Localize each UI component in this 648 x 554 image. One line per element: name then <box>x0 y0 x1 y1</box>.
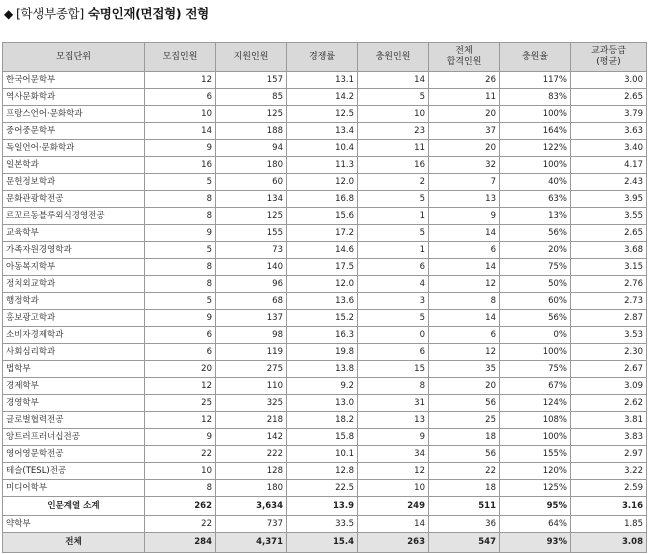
cell-recruit: 10 <box>145 106 216 123</box>
cell-competition: 10.1 <box>287 446 358 463</box>
column-header-applicants: 지원인원 <box>216 43 287 72</box>
cell-applicants: 96 <box>216 276 287 293</box>
cell-competition: 13.4 <box>287 123 358 140</box>
cell-grade-avg: 3.09 <box>571 378 647 395</box>
cell-additional: 4 <box>358 276 429 293</box>
cell-additional-rate: 75% <box>500 259 571 276</box>
cell-grade-avg: 3.15 <box>571 259 647 276</box>
table-row <box>3 242 647 259</box>
cell-applicants: 125 <box>216 106 287 123</box>
cell-grade-avg: 2.87 <box>571 310 647 327</box>
cell-applicants: 3,634 <box>216 497 287 516</box>
cell-additional-rate: 100% <box>500 344 571 361</box>
cell-unit: 가족자원경영학과 <box>3 242 145 259</box>
cell-unit: 일본학과 <box>3 157 145 174</box>
cell-additional-rate: 60% <box>500 293 571 310</box>
table-row <box>3 157 647 174</box>
table-row <box>3 72 647 89</box>
cell-total-admitted: 547 <box>429 533 500 553</box>
diamond-bullet-icon: ◆ <box>4 7 13 21</box>
cell-grade-avg: 3.55 <box>571 208 647 225</box>
cell-unit: 중어중문학부 <box>3 123 145 140</box>
cell-additional-rate: 155% <box>500 446 571 463</box>
cell-recruit: 5 <box>145 242 216 259</box>
column-header-grade-avg: 교과등급 (평균) <box>571 43 647 72</box>
admission-results-table <box>2 42 647 553</box>
column-header-total-admitted: 전체 합격인원 <box>429 43 500 72</box>
cell-competition: 16.3 <box>287 327 358 344</box>
cell-grade-avg: 2.76 <box>571 276 647 293</box>
cell-additional: 2 <box>358 174 429 191</box>
cell-applicants: 125 <box>216 208 287 225</box>
total-row <box>3 533 647 553</box>
cell-grade-avg: 3.83 <box>571 429 647 446</box>
cell-unit: 소비자경제학과 <box>3 327 145 344</box>
cell-applicants: 218 <box>216 412 287 429</box>
cell-additional-rate: 64% <box>500 516 571 533</box>
cell-unit: 미디어학부 <box>3 480 145 497</box>
cell-applicants: 157 <box>216 72 287 89</box>
cell-recruit: 12 <box>145 378 216 395</box>
table-row <box>3 174 647 191</box>
cell-total-admitted: 26 <box>429 72 500 89</box>
cell-total-admitted: 12 <box>429 344 500 361</box>
table-row <box>3 395 647 412</box>
cell-competition: 15.8 <box>287 429 358 446</box>
cell-total-admitted: 12 <box>429 276 500 293</box>
cell-additional: 1 <box>358 242 429 259</box>
cell-additional: 16 <box>358 157 429 174</box>
cell-unit: 아동복지학부 <box>3 259 145 276</box>
cell-recruit: 16 <box>145 157 216 174</box>
cell-grade-avg: 3.68 <box>571 242 647 259</box>
cell-applicants: 128 <box>216 463 287 480</box>
cell-additional-rate: 67% <box>500 378 571 395</box>
table-row <box>3 225 647 242</box>
cell-applicants: 188 <box>216 123 287 140</box>
cell-competition: 15.2 <box>287 310 358 327</box>
cell-competition: 11.3 <box>287 157 358 174</box>
cell-recruit: 14 <box>145 123 216 140</box>
cell-recruit: 12 <box>145 72 216 89</box>
cell-additional-rate: 56% <box>500 310 571 327</box>
cell-additional-rate: 75% <box>500 361 571 378</box>
cell-additional: 3 <box>358 293 429 310</box>
cell-applicants: 180 <box>216 480 287 497</box>
cell-grade-avg: 3.81 <box>571 412 647 429</box>
cell-total-admitted: 6 <box>429 327 500 344</box>
cell-total-admitted: 6 <box>429 242 500 259</box>
cell-applicants: 98 <box>216 327 287 344</box>
cell-recruit: 5 <box>145 293 216 310</box>
cell-unit: 테슬(TESL)전공 <box>3 463 145 480</box>
cell-additional: 14 <box>358 72 429 89</box>
cell-unit: 교육학부 <box>3 225 145 242</box>
cell-additional: 5 <box>358 310 429 327</box>
table-row <box>3 259 647 276</box>
cell-recruit: 8 <box>145 259 216 276</box>
cell-total-admitted: 8 <box>429 293 500 310</box>
cell-additional-rate: 93% <box>500 533 571 553</box>
cell-total-admitted: 56 <box>429 395 500 412</box>
cell-recruit: 6 <box>145 89 216 106</box>
cell-additional: 34 <box>358 446 429 463</box>
cell-additional: 10 <box>358 480 429 497</box>
cell-applicants: 180 <box>216 157 287 174</box>
cell-competition: 12.8 <box>287 463 358 480</box>
cell-additional-rate: 117% <box>500 72 571 89</box>
cell-additional-rate: 50% <box>500 276 571 293</box>
cell-unit: 한국어문학부 <box>3 72 145 89</box>
cell-grade-avg: 2.43 <box>571 174 647 191</box>
cell-grade-avg: 2.30 <box>571 344 647 361</box>
cell-competition: 13.0 <box>287 395 358 412</box>
cell-grade-avg: 3.22 <box>571 463 647 480</box>
column-header-additional-rate: 충원율 <box>500 43 571 72</box>
table-row <box>3 106 647 123</box>
cell-applicants: 325 <box>216 395 287 412</box>
cell-additional-rate: 83% <box>500 89 571 106</box>
cell-additional-rate: 164% <box>500 123 571 140</box>
cell-additional: 14 <box>358 516 429 533</box>
cell-additional: 0 <box>358 327 429 344</box>
cell-total-admitted: 20 <box>429 140 500 157</box>
cell-additional-rate: 100% <box>500 106 571 123</box>
table-row <box>3 463 647 480</box>
cell-additional: 263 <box>358 533 429 553</box>
cell-total-admitted: 9 <box>429 208 500 225</box>
cell-recruit: 8 <box>145 191 216 208</box>
cell-competition: 13.1 <box>287 72 358 89</box>
cell-applicants: 142 <box>216 429 287 446</box>
cell-total-admitted: 13 <box>429 191 500 208</box>
cell-additional-rate: 63% <box>500 191 571 208</box>
cell-additional: 9 <box>358 429 429 446</box>
cell-total-admitted: 25 <box>429 412 500 429</box>
table-row <box>3 412 647 429</box>
table-row <box>3 480 647 497</box>
cell-grade-avg: 3.08 <box>571 533 647 553</box>
cell-additional: 31 <box>358 395 429 412</box>
cell-total-admitted: 18 <box>429 480 500 497</box>
cell-recruit: 9 <box>145 429 216 446</box>
cell-applicants: 110 <box>216 378 287 395</box>
cell-applicants: 94 <box>216 140 287 157</box>
cell-total-admitted: 36 <box>429 516 500 533</box>
cell-grade-avg: 2.67 <box>571 361 647 378</box>
table-row <box>3 446 647 463</box>
cell-additional-rate: 122% <box>500 140 571 157</box>
cell-competition: 12.0 <box>287 276 358 293</box>
cell-recruit: 9 <box>145 310 216 327</box>
table-row <box>3 310 647 327</box>
cell-additional: 5 <box>358 191 429 208</box>
cell-grade-avg: 2.97 <box>571 446 647 463</box>
cell-competition: 18.2 <box>287 412 358 429</box>
cell-grade-avg: 3.53 <box>571 327 647 344</box>
cell-grade-avg: 3.16 <box>571 497 647 516</box>
cell-recruit: 22 <box>145 446 216 463</box>
cell-additional: 5 <box>358 89 429 106</box>
cell-applicants: 140 <box>216 259 287 276</box>
cell-competition: 13.6 <box>287 293 358 310</box>
cell-recruit: 22 <box>145 516 216 533</box>
table-row <box>3 191 647 208</box>
cell-competition: 9.2 <box>287 378 358 395</box>
cell-additional: 5 <box>358 225 429 242</box>
cell-applicants: 275 <box>216 361 287 378</box>
cell-additional: 10 <box>358 106 429 123</box>
cell-competition: 14.2 <box>287 89 358 106</box>
cell-additional: 23 <box>358 123 429 140</box>
cell-unit: 홍보광고학과 <box>3 310 145 327</box>
cell-additional: 6 <box>358 259 429 276</box>
cell-competition: 15.4 <box>287 533 358 553</box>
cell-unit: 약학부 <box>3 516 145 533</box>
cell-unit: 법학부 <box>3 361 145 378</box>
cell-grade-avg: 4.17 <box>571 157 647 174</box>
cell-applicants: 85 <box>216 89 287 106</box>
cell-recruit: 6 <box>145 344 216 361</box>
cell-additional-rate: 108% <box>500 412 571 429</box>
cell-unit: 글로벌협력전공 <box>3 412 145 429</box>
cell-additional: 12 <box>358 463 429 480</box>
cell-applicants: 68 <box>216 293 287 310</box>
table-row <box>3 276 647 293</box>
cell-unit: 전체 <box>3 533 145 553</box>
cell-additional-rate: 20% <box>500 242 571 259</box>
table-row <box>3 293 647 310</box>
cell-unit: 독일언어·문화학과 <box>3 140 145 157</box>
cell-grade-avg: 2.73 <box>571 293 647 310</box>
cell-competition: 16.8 <box>287 191 358 208</box>
cell-competition: 19.8 <box>287 344 358 361</box>
cell-applicants: 155 <box>216 225 287 242</box>
cell-additional: 8 <box>358 378 429 395</box>
cell-grade-avg: 3.63 <box>571 123 647 140</box>
cell-total-admitted: 18 <box>429 429 500 446</box>
cell-competition: 13.8 <box>287 361 358 378</box>
cell-total-admitted: 14 <box>429 259 500 276</box>
cell-unit: 역사문화학과 <box>3 89 145 106</box>
table-row <box>3 344 647 361</box>
cell-additional-rate: 124% <box>500 395 571 412</box>
column-header-competition: 경쟁률 <box>287 43 358 72</box>
cell-additional-rate: 120% <box>500 463 571 480</box>
cell-total-admitted: 22 <box>429 463 500 480</box>
cell-competition: 22.5 <box>287 480 358 497</box>
cell-unit: 정치외교학과 <box>3 276 145 293</box>
cell-applicants: 73 <box>216 242 287 259</box>
cell-recruit: 12 <box>145 412 216 429</box>
cell-additional-rate: 13% <box>500 208 571 225</box>
cell-total-admitted: 14 <box>429 225 500 242</box>
header-row <box>3 43 647 72</box>
cell-total-admitted: 56 <box>429 446 500 463</box>
table-row <box>3 89 647 106</box>
cell-total-admitted: 511 <box>429 497 500 516</box>
cell-applicants: 60 <box>216 174 287 191</box>
cell-additional-rate: 100% <box>500 157 571 174</box>
cell-competition: 15.6 <box>287 208 358 225</box>
cell-grade-avg: 2.59 <box>571 480 647 497</box>
cell-recruit: 284 <box>145 533 216 553</box>
cell-unit: 프랑스언어·문화학과 <box>3 106 145 123</box>
cell-additional: 1 <box>358 208 429 225</box>
cell-total-admitted: 37 <box>429 123 500 140</box>
cell-additional: 13 <box>358 412 429 429</box>
cell-total-admitted: 20 <box>429 106 500 123</box>
cell-additional-rate: 95% <box>500 497 571 516</box>
cell-competition: 17.2 <box>287 225 358 242</box>
cell-competition: 13.9 <box>287 497 358 516</box>
table-row <box>3 516 647 533</box>
cell-total-admitted: 7 <box>429 174 500 191</box>
cell-applicants: 134 <box>216 191 287 208</box>
cell-additional-rate: 0% <box>500 327 571 344</box>
cell-unit: 경제학부 <box>3 378 145 395</box>
cell-recruit: 8 <box>145 480 216 497</box>
table-row <box>3 140 647 157</box>
table-row <box>3 123 647 140</box>
cell-competition: 10.4 <box>287 140 358 157</box>
page-title <box>4 5 209 23</box>
cell-recruit: 8 <box>145 276 216 293</box>
cell-total-admitted: 14 <box>429 310 500 327</box>
cell-unit: 영어영문학전공 <box>3 446 145 463</box>
cell-additional-rate: 56% <box>500 225 571 242</box>
column-header-unit: 모집단위 <box>3 43 145 72</box>
cell-total-admitted: 20 <box>429 378 500 395</box>
cell-total-admitted: 11 <box>429 89 500 106</box>
cell-total-admitted: 32 <box>429 157 500 174</box>
cell-unit: 르꼬르동블루외식경영전공 <box>3 208 145 225</box>
cell-unit: 문헌정보학과 <box>3 174 145 191</box>
cell-additional: 6 <box>358 344 429 361</box>
cell-recruit: 25 <box>145 395 216 412</box>
cell-additional-rate: 100% <box>500 429 571 446</box>
cell-grade-avg: 3.79 <box>571 106 647 123</box>
cell-unit: 앙트러프러너십전공 <box>3 429 145 446</box>
cell-additional-rate: 125% <box>500 480 571 497</box>
cell-unit: 인문계열 소계 <box>3 497 145 516</box>
cell-grade-avg: 1.85 <box>571 516 647 533</box>
cell-unit: 경영학부 <box>3 395 145 412</box>
table-row <box>3 378 647 395</box>
cell-unit: 사회심리학과 <box>3 344 145 361</box>
cell-recruit: 20 <box>145 361 216 378</box>
cell-competition: 33.5 <box>287 516 358 533</box>
table-row <box>3 327 647 344</box>
cell-applicants: 737 <box>216 516 287 533</box>
cell-additional-rate: 40% <box>500 174 571 191</box>
cell-grade-avg: 3.40 <box>571 140 647 157</box>
title-prefix: [학생부종합] <box>15 6 84 21</box>
cell-recruit: 5 <box>145 174 216 191</box>
subtotal-row <box>3 497 647 516</box>
cell-competition: 14.6 <box>287 242 358 259</box>
cell-competition: 12.0 <box>287 174 358 191</box>
cell-applicants: 137 <box>216 310 287 327</box>
cell-applicants: 222 <box>216 446 287 463</box>
cell-grade-avg: 3.95 <box>571 191 647 208</box>
cell-additional: 15 <box>358 361 429 378</box>
cell-recruit: 10 <box>145 463 216 480</box>
table-row <box>3 429 647 446</box>
column-header-additional: 충원인원 <box>358 43 429 72</box>
title-main: 숙명인재(면접형) 전형 <box>88 6 209 21</box>
cell-total-admitted: 35 <box>429 361 500 378</box>
cell-recruit: 9 <box>145 140 216 157</box>
cell-unit: 문화관광학전공 <box>3 191 145 208</box>
cell-applicants: 4,371 <box>216 533 287 553</box>
cell-competition: 17.5 <box>287 259 358 276</box>
cell-grade-avg: 2.65 <box>571 89 647 106</box>
cell-additional: 11 <box>358 140 429 157</box>
cell-grade-avg: 3.00 <box>571 72 647 89</box>
cell-applicants: 119 <box>216 344 287 361</box>
cell-recruit: 6 <box>145 327 216 344</box>
cell-grade-avg: 2.62 <box>571 395 647 412</box>
column-header-recruit: 모집인원 <box>145 43 216 72</box>
cell-recruit: 262 <box>145 497 216 516</box>
cell-unit: 행정학과 <box>3 293 145 310</box>
table-row <box>3 208 647 225</box>
cell-grade-avg: 2.65 <box>571 225 647 242</box>
cell-competition: 12.5 <box>287 106 358 123</box>
cell-recruit: 8 <box>145 208 216 225</box>
cell-recruit: 9 <box>145 225 216 242</box>
table-row <box>3 361 647 378</box>
cell-additional: 249 <box>358 497 429 516</box>
